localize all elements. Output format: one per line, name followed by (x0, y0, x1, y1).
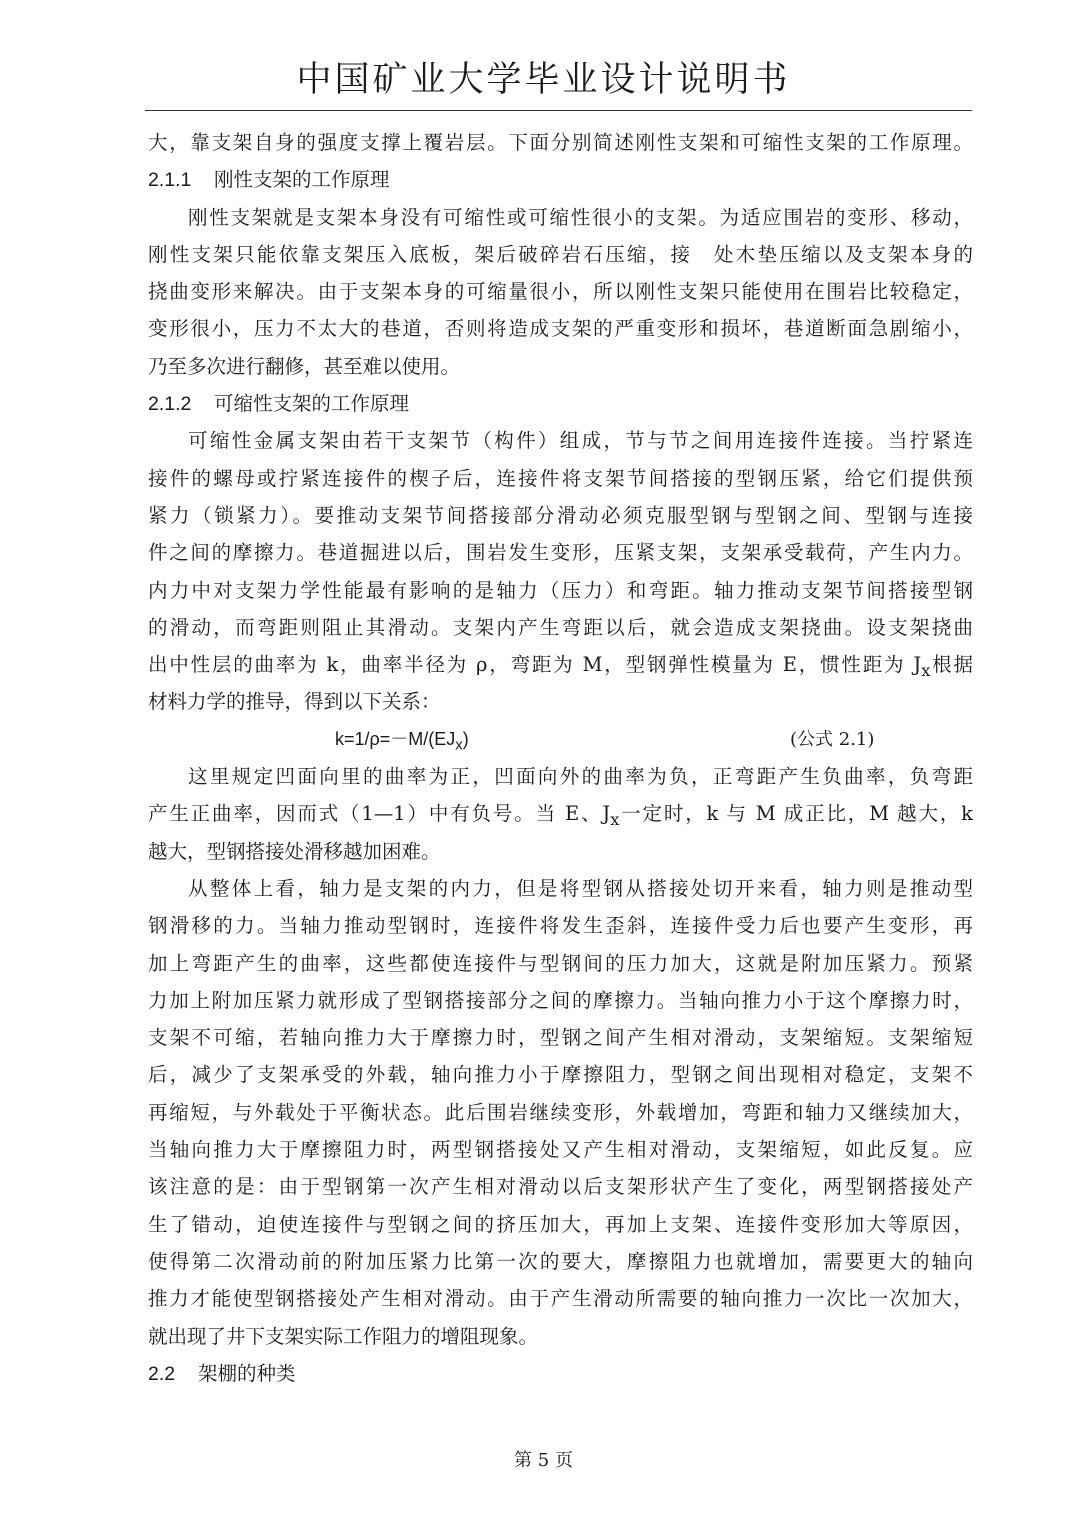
text-run: 出中性层的曲率为 k，曲率半径为 ρ，弯距为 M，型钢弹性模量为 E，惯性距为 J (148, 653, 922, 677)
formula-number: (公式 2.1) (790, 728, 875, 750)
paragraph-line: 从整体上看，轴力是支架的内力，但是将型钢从搭接处切开来看，轴力则是推动型 (188, 876, 973, 900)
text-run: k=1/ρ=－M/(EJ (335, 728, 456, 749)
formula-expression (335, 721, 469, 764)
paragraph-line: 该注意的是：由于型钢第一次产生相对滑动以后支架形状产生了变化，两型钢搭接处产 (148, 1175, 973, 1199)
document-body (148, 124, 973, 1392)
intro-line: 大，靠支架自身的强度支撑上覆岩层。下面分别简述刚性支架和可缩性支架的工作原理。 (148, 131, 973, 154)
paragraph-line: 刚性支架就是支架本身没有可缩性或可缩性很小的支架。为适应围岩的变形、移动， (188, 205, 973, 229)
paragraph-line: 内力中对支架力学性能最有影响的是轴力（压力）和弯距。轴力推动支架节间搭接型钢 (148, 578, 973, 602)
subscript: x (921, 661, 931, 681)
section-heading-2-1-2 (148, 385, 973, 422)
paragraph-line: 再缩短，与外载处于平衡状态。此后围岩继续变形，外载增加，弯距和轴力又继续加大， (148, 1100, 973, 1124)
page-number: 第 5 页 (514, 1450, 573, 1471)
paragraph-line: 刚性支架只能依靠支架压入底板，架后破碎岩石压缩，接 处木垫压缩以及支架本身的 (148, 242, 973, 266)
paragraph-line: 的滑动，而弯距则阻止其滑动。支架内产生弯距以后，就会造成支架挠曲。设支架挠曲 (148, 615, 973, 639)
paragraph-line: 可缩性金属支架由若干支架节（构件）组成，节与节之间用连接件连接。当拧紧连 (188, 429, 973, 453)
text-run: 一定时，k 与 M 成正比，M 越大，k (619, 802, 973, 826)
section-title: 刚性支架的工作原理 (214, 168, 390, 192)
paragraph-line: 材料力学的推导，得到以下关系： (148, 690, 441, 714)
paragraph-line: 就出现了井下支架实际工作阻力的增阻现象。 (148, 1324, 539, 1348)
paragraph-line: 支架不可缩，若轴向推力大于摩擦力时，型钢之间产生相对滑动，支架缩短。支架缩短 (148, 1026, 973, 1050)
section-heading-2-1-1 (148, 161, 973, 198)
paragraph-line: 后，减少了支架承受的外载，轴向推力小于摩擦阻力，型钢之间出现相对稳定，支架不 (148, 1063, 973, 1087)
header-divider (145, 110, 972, 111)
formula-row (148, 721, 973, 758)
text-run: ) (462, 728, 469, 749)
paragraph-line: 越大，型钢搭接处滑移越加困难。 (148, 839, 441, 863)
paragraph-line: 力加上附加压紧力就形成了型钢搭接部分之间的摩擦力。当轴向推力小于这个摩擦力时， (148, 988, 973, 1012)
paragraph-line: 变形很小，压力不太大的巷道，否则将造成支架的严重变形和损坏，巷道断面急剧缩小， (148, 317, 973, 341)
text-run: 根据 (930, 653, 973, 677)
section-title: 可缩性支架的工作原理 (214, 392, 410, 416)
subscript: x (455, 736, 463, 754)
paragraph-line: 件之间的摩擦力。巷道掘进以后，围岩发生变形，压紧支架，支架承受载荷，产生内力。 (148, 541, 973, 565)
paragraph-line: 接件的螺母或拧紧连接件的楔子后，连接件将支架节间搭接的型钢压紧，给它们提供预 (148, 466, 973, 490)
document-title: 中国矿业大学毕业设计说明书 (296, 60, 791, 100)
section-title: 架棚的种类 (198, 1361, 296, 1385)
section-number: 2.1.1 (148, 169, 192, 192)
text-run: 产生正曲率，因而式（1—1）中有负号。当 E、J (148, 802, 611, 826)
section-heading-2-2 (148, 1355, 973, 1392)
paragraph-line: 加上弯距产生的曲率，这些都使连接件与型钢间的压力加大，这就是附加压紧力。预紧 (148, 951, 973, 975)
paragraph-line: 紧力（锁紧力）。要推动支架节间搭接部分滑动必须克服型钢与型钢之间、型钢与连接 (148, 503, 973, 527)
paragraph-line: 使得第二次滑动前的附加压紧力比第一次的要大，摩擦阻力也就增加，需要更大的轴向 (148, 1249, 973, 1273)
paragraph-line (148, 795, 973, 832)
section-number: 2.1.2 (148, 393, 192, 416)
subscript: x (610, 810, 620, 830)
paragraph-line: 挠曲变形来解决。由于支架本身的可缩量很小，所以刚性支架只能使用在围岩比较稳定， (148, 280, 973, 304)
paragraph-line: 推力才能使型钢搭接处产生相对滑动。由于产生滑动所需要的轴向推力一次比一次加大， (148, 1287, 973, 1311)
paragraph-line: 乃至多次进行翻修，甚至难以使用。 (148, 354, 461, 378)
paragraph-line: 生了错动，迫使连接件与型钢之间的挤压加大，再加上支架、连接件变形加大等原因， (148, 1212, 973, 1236)
paragraph-line (148, 646, 973, 683)
paragraph-line: 当轴向推力大于摩擦阻力时，两型钢搭接处又产生相对滑动，支架缩短，如此反复。应 (148, 1138, 973, 1162)
paragraph-line: 这里规定凹面向里的曲率为正，凹面向外的曲率为负，正弯距产生负曲率，负弯距 (188, 765, 973, 789)
paragraph-line: 钢滑移的力。当轴力推动型钢时，连接件将发生歪斜，连接件受力后也要产生变形，再 (148, 914, 973, 938)
section-number: 2.2 (148, 1362, 176, 1385)
